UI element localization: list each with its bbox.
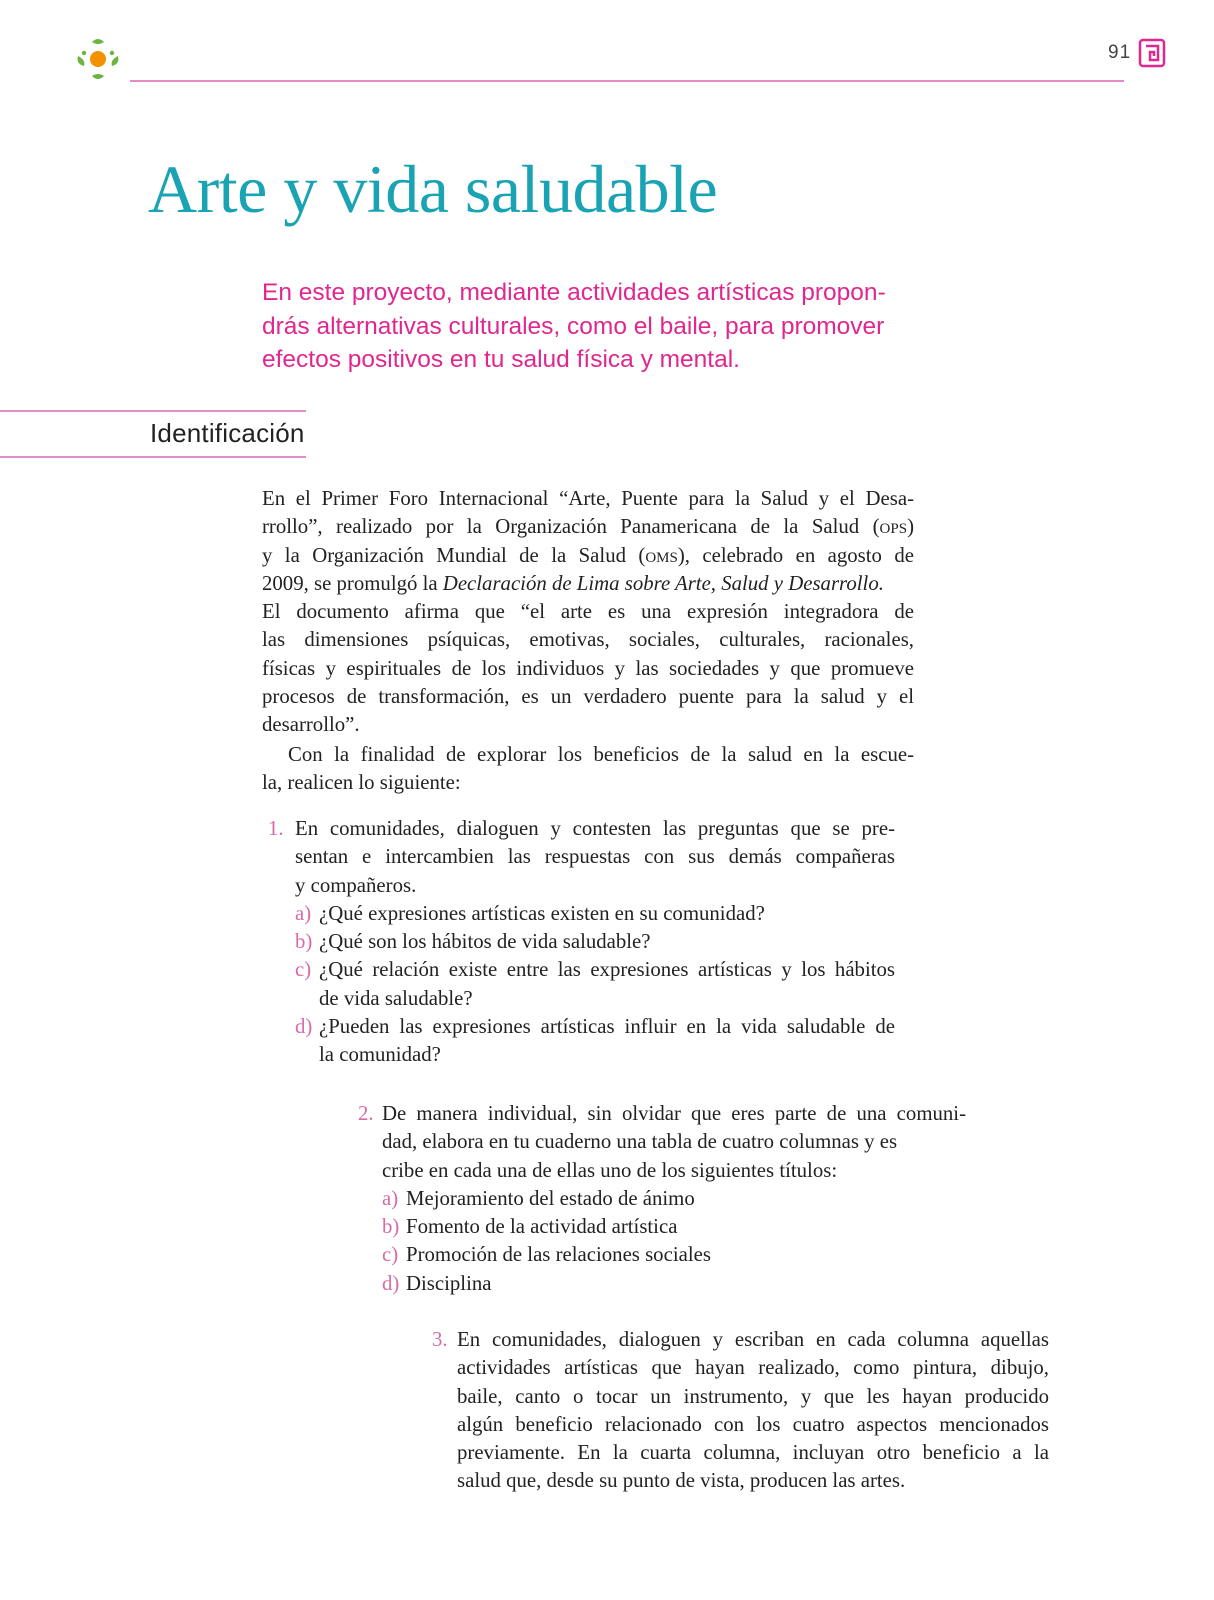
subitem-label: c) <box>295 958 312 982</box>
item-text <box>457 1326 1049 1496</box>
subitem-list <box>382 1185 966 1298</box>
text-span: rrollo”, realizado por la Organización Panamericana de la Salud ( <box>262 515 880 539</box>
body-paragraph-2 <box>262 741 914 798</box>
text-line: baile, canto o tocar un instrumento, y que les hayan producido <box>457 1384 1049 1408</box>
text-line <box>262 542 914 570</box>
subitem-label: a) <box>382 1186 399 1210</box>
text-span: 2009, se promulgó la <box>262 571 443 595</box>
page-number: 91 <box>1108 42 1132 63</box>
subitem-label: a) <box>295 901 312 925</box>
text-line <box>262 513 914 541</box>
subitem <box>295 928 895 956</box>
subitem-text: ¿Pueden las expresiones artísticas influir en la vida saludable de <box>319 1015 895 1039</box>
subitem <box>382 1185 966 1213</box>
text-line: la, realicen lo siguiente: <box>262 771 461 795</box>
subitem-text: ¿Qué expresiones artísticas existen en su comunidad? <box>319 901 765 925</box>
acronym-oms: oms <box>645 543 678 567</box>
subitem-text: Mejoramiento del estado de ánimo <box>406 1186 695 1210</box>
text-line: físicas y espirituales de los individuos y las sociedades y que promueve <box>262 656 914 680</box>
declaration-title: Declaración de Lima sobre Arte, Salud y Desarrollo. <box>442 571 884 595</box>
subitem-text: Fomento de la actividad artística <box>406 1215 678 1239</box>
text-line: y compañeros. <box>295 873 417 897</box>
item-text <box>382 1100 966 1298</box>
subitem-label: b) <box>295 930 313 954</box>
subitem-text: Promoción de las relaciones sociales <box>406 1243 711 1267</box>
subitem-text: de vida saludable? <box>319 986 473 1010</box>
page-title: Arte y vida saludable <box>148 151 718 227</box>
intro-line: drás alternativas culturales, como el baile, para promover <box>262 312 885 340</box>
item-number: 3. <box>432 1328 448 1351</box>
text-span: y la Organización Mundial de la Salud ( <box>262 543 646 567</box>
text-line: previamente. En la cuarta columna, incluyan otro beneficio a la <box>457 1441 1049 1465</box>
text-line: En comunidades, dialoguen y escriban en cada columna aquellas <box>457 1328 1049 1351</box>
subitem-text: la comunidad? <box>319 1043 441 1067</box>
intro-paragraph <box>262 276 902 377</box>
subitem-text: Disciplina <box>406 1271 492 1295</box>
section-rule-bottom <box>0 456 306 458</box>
text-line: sentan e intercambien las respuestas con sus demás compañeras <box>295 845 895 869</box>
text-line: En el Primer Foro Internacional “Arte, Puente para la Salud y el Desa- <box>262 487 914 510</box>
subitem <box>382 1270 966 1298</box>
text-line: dad, elabora en tu cuaderno una tabla de cuatro columnas y es <box>382 1130 898 1154</box>
text-line: El documento afirma que “el arte es una expresión integradora de <box>262 600 914 624</box>
text-span: ), celebrado en agosto de <box>677 543 914 567</box>
section-rule-top <box>0 410 306 412</box>
text-line: desarrollo”. <box>262 713 360 737</box>
subitem-label: d) <box>295 1015 313 1039</box>
subitem <box>382 1213 966 1241</box>
text-line: procesos de transformación, es un verdadero puente para la salud y el <box>262 685 914 709</box>
subitem <box>295 956 895 1013</box>
section-title: Identificación <box>150 418 305 448</box>
subitem-text: ¿Qué son los hábitos de vida saludable? <box>319 930 651 954</box>
subitem-text: ¿Qué relación existe entre las expresiones artísticas y los hábitos <box>319 958 895 982</box>
header-rule <box>130 80 1124 82</box>
intro-line: En este proyecto, mediante actividades artísticas propon- <box>262 279 886 306</box>
spiral-ornament-icon <box>1138 38 1166 68</box>
subitem-label: b) <box>382 1215 400 1239</box>
text-line: De manera individual, sin olvidar que eres parte de una comuni- <box>382 1102 966 1125</box>
text-line: las dimensiones psíquicas, emotivas, sociales, culturales, racionales, <box>262 628 914 652</box>
text-line: salud que, desde su punto de vista, producen las artes. <box>457 1469 906 1493</box>
item-text <box>295 815 895 1070</box>
text-line: actividades artísticas que hayan realizado, como pintura, dibujo, <box>457 1356 1049 1380</box>
text-line: cribe en cada una de ellas uno de los siguientes títulos: <box>382 1158 838 1182</box>
subitem-list <box>295 900 895 1070</box>
text-line: Con la finalidad de explorar los beneficios de la salud en la escue- <box>288 743 914 766</box>
text-span: ) <box>907 515 914 539</box>
text-line: En comunidades, dialoguen y contesten las preguntas que se pre- <box>295 817 895 840</box>
flower-logo-icon <box>72 34 124 84</box>
text-line <box>262 570 914 598</box>
item-number: 1. <box>268 817 284 840</box>
subitem <box>295 900 895 928</box>
subitem-label: c) <box>382 1243 399 1267</box>
item-number: 2. <box>358 1102 374 1125</box>
body-paragraph-1 <box>262 485 914 740</box>
intro-line: efectos positivos en tu salud física y mental. <box>262 346 740 373</box>
acronym-ops: ops <box>879 515 908 539</box>
subitem <box>295 1013 895 1070</box>
text-line: algún beneficio relacionado con los cuatro aspectos mencionados <box>457 1412 1049 1436</box>
subitem-label: d) <box>382 1271 400 1295</box>
subitem <box>382 1241 966 1269</box>
